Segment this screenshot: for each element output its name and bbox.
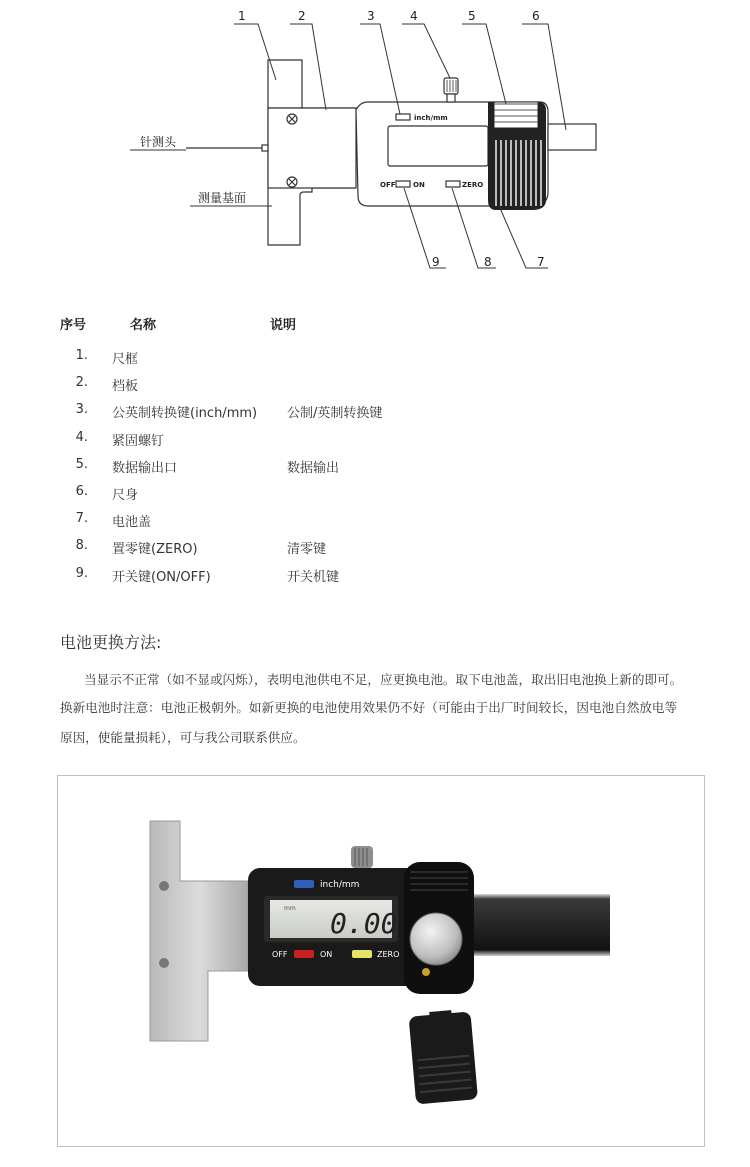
paragraph-line: 换新电池时注意：电池正极朝外。如新更换的电池使用效果仍不好（可能由于出厂时间较长，因电池自然放电等 [60, 700, 678, 715]
callout-6: 6 [532, 9, 540, 23]
off-label: OFF [380, 181, 396, 189]
callout-8: 8 [484, 255, 492, 269]
callout-9: 9 [432, 255, 440, 269]
caliper-diagram [0, 0, 750, 290]
callout-4: 4 [410, 9, 418, 23]
probe-label: 针测头 [140, 135, 177, 149]
callout-1: 1 [238, 9, 246, 23]
paragraph-line: 当显示不正常（如不显或闪烁），表明电池供电不足，应更换电池。取下电池盖，取出旧电池换上新的即可。 [84, 672, 683, 687]
header-index: 序号 [60, 318, 87, 333]
callout-3: 3 [367, 9, 375, 23]
photo-zero-label: ZERO [377, 950, 400, 959]
callout-7: 7 [537, 255, 545, 269]
photo-frame [57, 775, 705, 1147]
section-title: 电池更换方法: [60, 633, 162, 652]
callout-5: 5 [468, 9, 476, 23]
lcd-unit: mm [284, 905, 296, 912]
on-label: ON [413, 181, 425, 189]
header-desc: 说明 [270, 318, 297, 333]
header-name: 名称 [130, 318, 157, 333]
caliper-photo [58, 776, 704, 1146]
unit-label: inch/mm [414, 114, 448, 122]
zero-label: ZERO [462, 181, 484, 189]
photo-unit-label: inch/mm [320, 880, 360, 890]
photo-on-label: ON [320, 950, 333, 959]
paragraph-line: 原因，使能量损耗），可与我公司联系供应。 [60, 730, 306, 745]
callout-2: 2 [298, 9, 306, 23]
lcd-reading: 0.00 [330, 907, 398, 940]
photo-off-label: OFF [272, 950, 288, 959]
base-label: 测量基面 [198, 191, 247, 205]
